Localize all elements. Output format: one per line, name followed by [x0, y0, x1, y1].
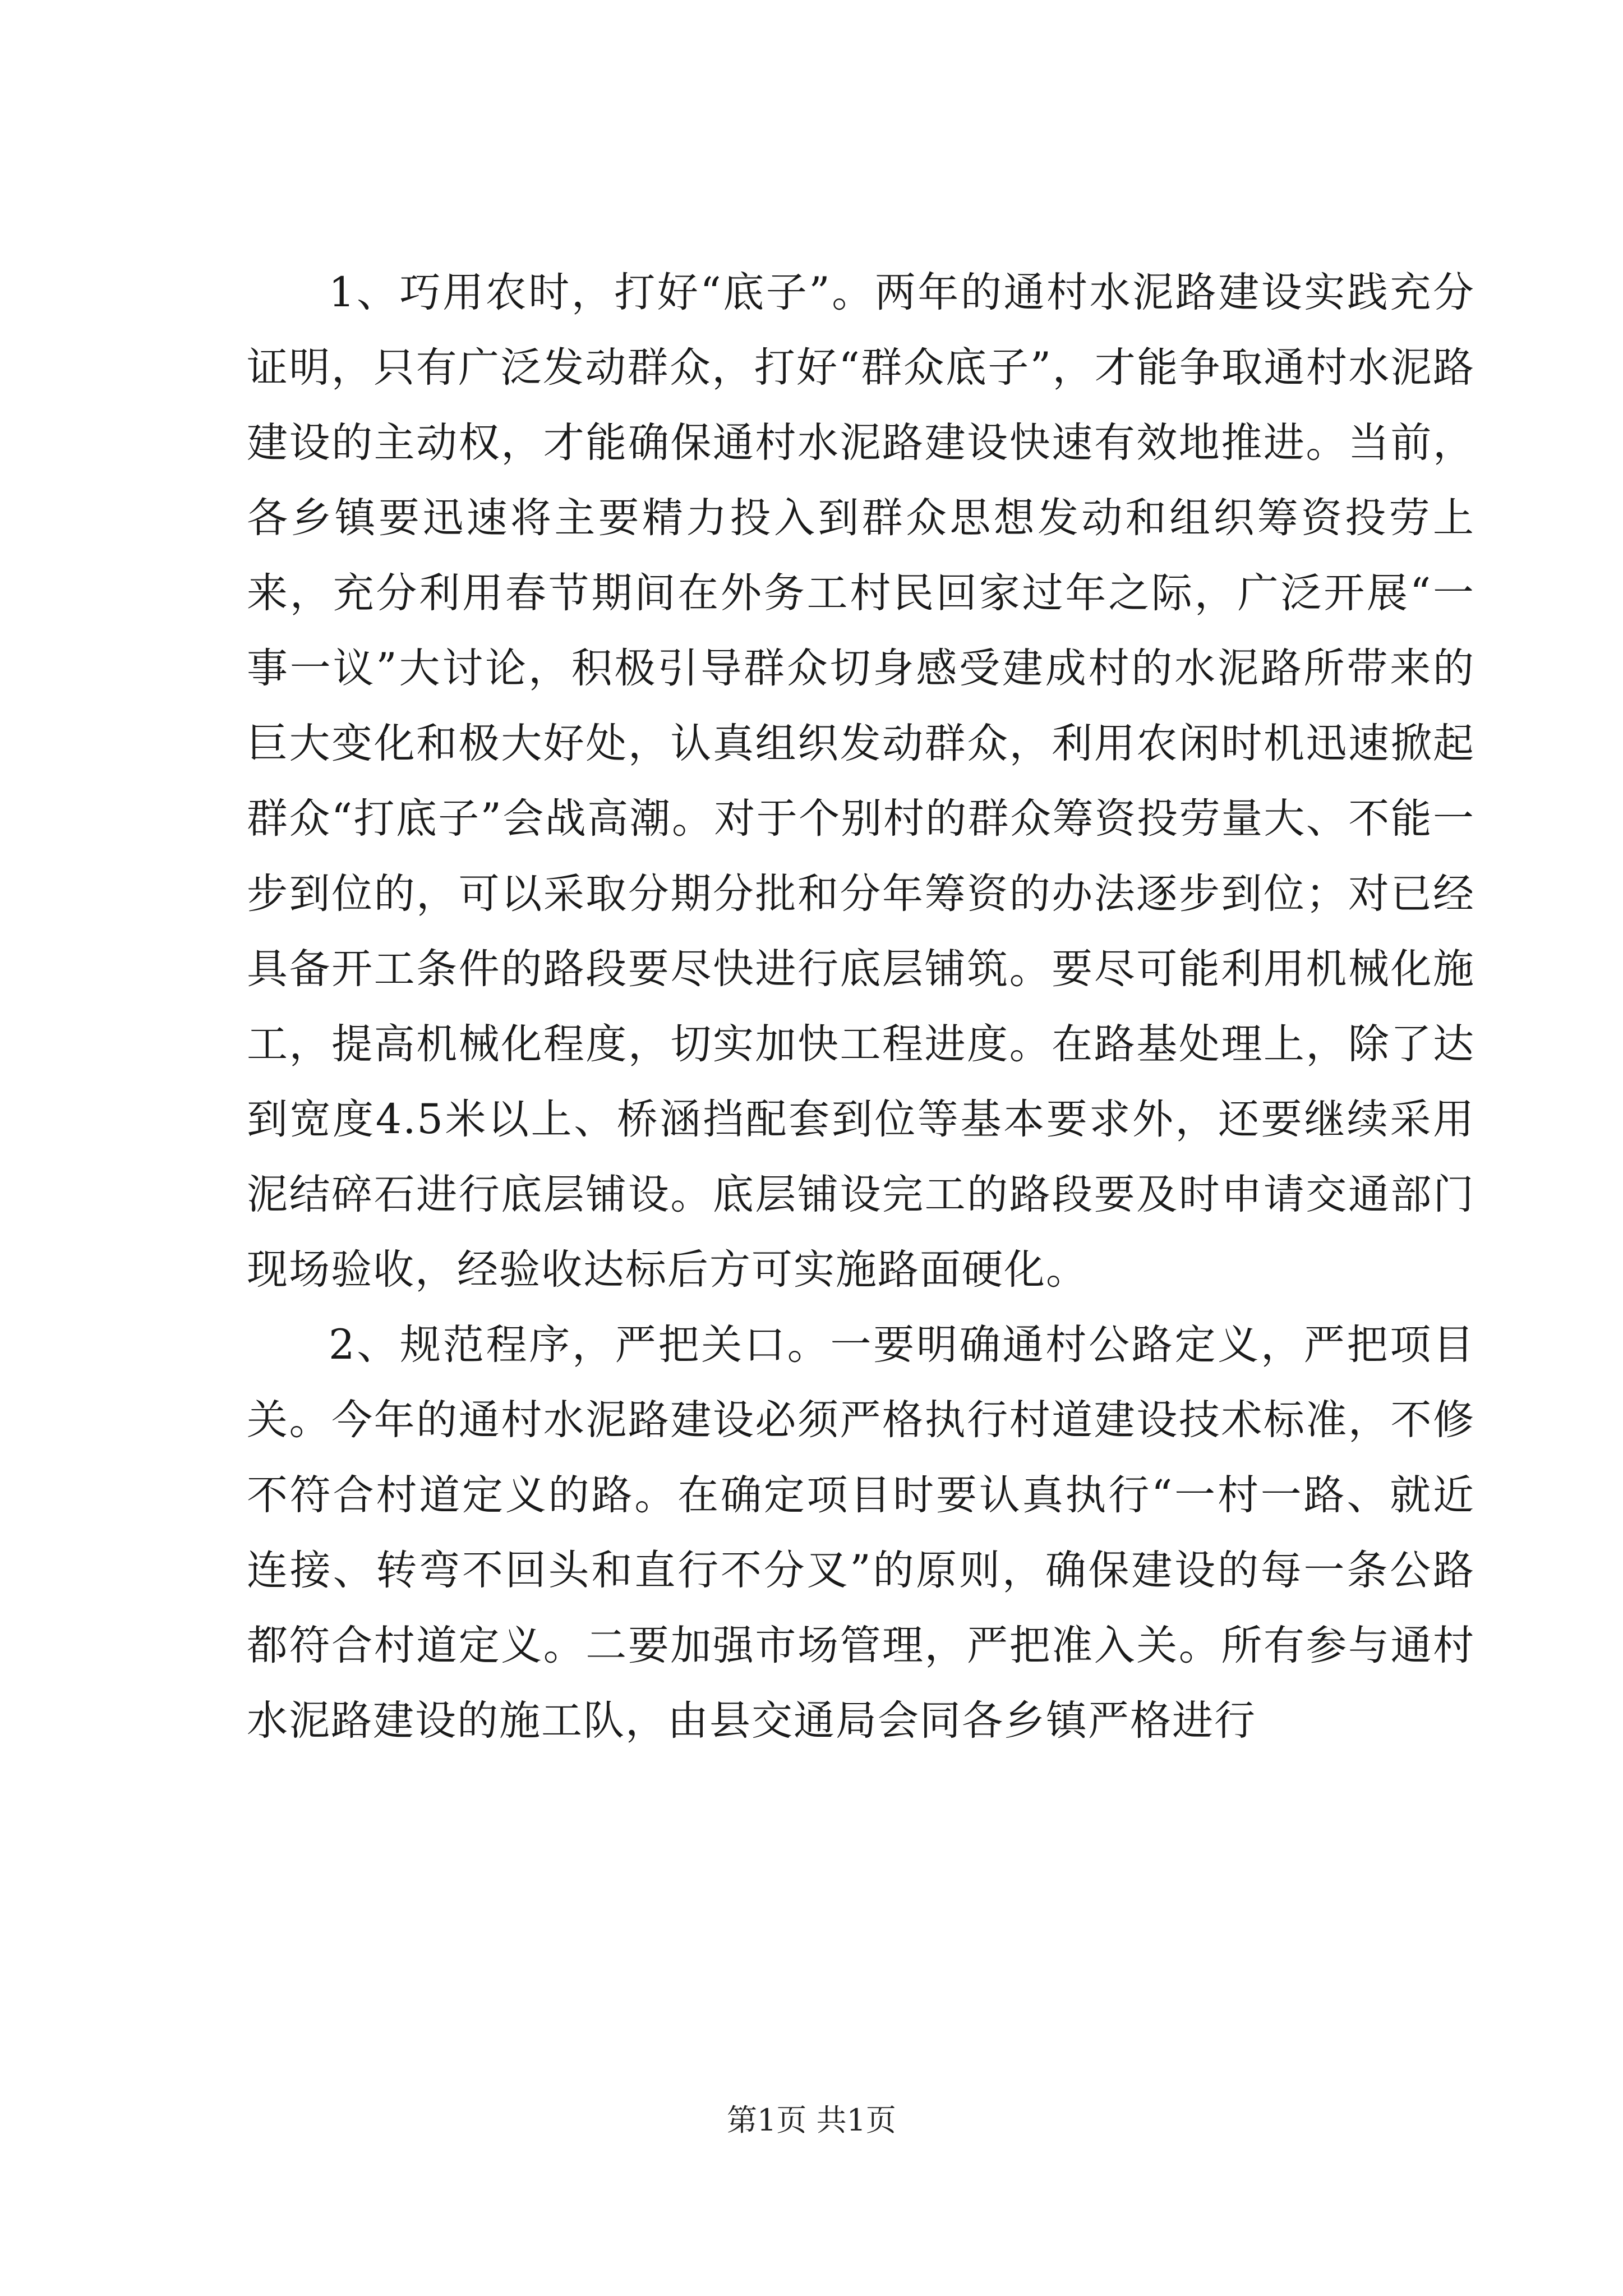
document-body	[247, 255, 1475, 1759]
page-footer: 第1页 共1页	[727, 2102, 896, 2138]
paragraph-2: 2、规范程序，严把关口。一要明确通村公路定义，严把项目关。今年的通村水泥路建设必须严格执行村道建设技术标准，不修不符合村道定义的路。在确定项目时要认真执行“一村一路、就近连接、转弯不回头和直行不分叉”的原则，确保建设的每一条公路都符合村道定义。二要加强市场管理，严把准入关。所有参与通村水泥路建设的施工队，由县交通局会同各乡镇严格进行	[247, 1321, 1475, 1745]
paragraph-1: 1、巧用农时，打好“底子”。两年的通村水泥路建设实践充分证明，只有广泛发动群众，打好“群众底子”，才能争取通村水泥路建设的主动权，才能确保通村水泥路建设快速有效地推进。当前，各乡镇要迅速将主要精力投入到群众思想发动和组织筹资投劳上来，充分利用春节期间在外务工村民回家过年之际，广泛开展“一事一议”大讨论，积极引导群众切身感受建成村的水泥路所带来的巨大变化和极大好处，认真组织发动群众，利用农闲时机迅速掀起群众“打底子”会战高潮。对于个别村的群众筹资投劳量大、不能一步到位的，可以采取分期分批和分年筹资的办法逐步到位；对已经具备开工条件的路段要尽快进行底层铺筑。要尽可能利用机械化施工，提高机械化程度，切实加快工程进度。在路基处理上，除了达到宽度4.5米以上、桥涵挡配套到位等基本要求外，还要继续采用泥结碎石进行底层铺设。底层铺设完工的路段要及时申请交通部门现场验收，经验收达标后方可实施路面硬化。	[247, 269, 1475, 1294]
